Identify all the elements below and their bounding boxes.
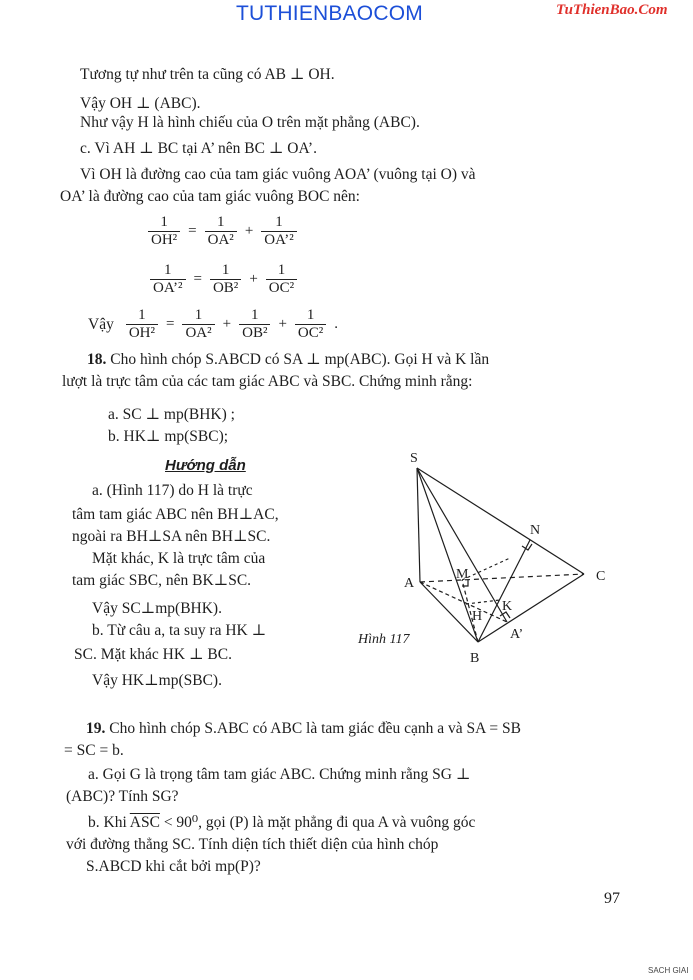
text-line: (ABC)? Tính SG? bbox=[66, 788, 179, 805]
edge-bc bbox=[478, 574, 584, 642]
label-s: S bbox=[410, 451, 418, 466]
text-line: c. Vì AH ⊥ BC tại A’ nên BC ⊥ OA’. bbox=[80, 140, 317, 157]
edge-sa bbox=[417, 468, 420, 582]
problem-18-line: 18. Cho hình chóp S.ABCD có SA ⊥ mp(ABC). Gọi H và K lần bbox=[87, 351, 490, 368]
page-number: 97 bbox=[604, 890, 620, 907]
text-line: tam giác SBC, nên BK⊥SC. bbox=[72, 572, 252, 589]
text-line: lượt là trực tâm của các tam giác ABC và SBC. Chứng minh rằng: bbox=[62, 373, 473, 390]
edge-ac bbox=[420, 574, 584, 582]
text-line: Vậy OH ⊥ (ABC). bbox=[80, 95, 201, 112]
site-stamp-logo: SACH GIAI bbox=[648, 966, 689, 975]
site-watermark-logo: TuThienBao.Com bbox=[556, 2, 668, 18]
problem-19-line: 19. Cho hình chóp S.ABC có ABC là tam giác đều cạnh a và SA = SB bbox=[86, 720, 521, 737]
text-line: a. Gọi G là trọng tâm tam giác ABC. Chứng minh rằng SG ⊥ bbox=[88, 766, 471, 783]
text-line: Vậy HK⊥mp(SBC). bbox=[92, 672, 222, 689]
label-c: C bbox=[596, 569, 606, 584]
equation-2: $\frac{1}{\text{OA’²}}$ = $\frac{1}{\text{OB²}}$ + $\frac{1}{\text{OC²}}$ bbox=[148, 262, 299, 297]
label-a: A bbox=[404, 576, 415, 591]
guide-heading: Hướng dẫn bbox=[165, 457, 246, 474]
text-line: SC. Mặt khác HK ⊥ BC. bbox=[74, 646, 232, 663]
text-line: Như vậy H là hình chiếu của O trên mặt phẳng (ABC). bbox=[80, 114, 420, 131]
text-line: a. SC ⊥ mp(BHK) ; bbox=[108, 406, 235, 423]
label-k: K bbox=[502, 599, 513, 614]
text-line: Vậy SC⊥mp(BHK). bbox=[92, 600, 222, 617]
text-line: S.ABCD khi cắt bởi mp(P)? bbox=[86, 858, 261, 875]
label-h: H bbox=[472, 609, 483, 624]
text-line: Vì OH là đường cao của tam giác vuông AOA’ (vuông tại O) và bbox=[80, 166, 476, 183]
text-line: a. (Hình 117) do H là trực bbox=[92, 482, 253, 499]
edge-sc bbox=[417, 468, 584, 574]
label-b: B bbox=[470, 651, 480, 666]
text-line: b. Từ câu a, ta suy ra HK ⊥ bbox=[92, 622, 267, 639]
text-line: OA’ là đường cao của tam giác vuông BOC nên: bbox=[60, 188, 360, 205]
equation-3: Vậy $\frac{1}{\text{OH²}}$ = $\frac{1}{\text{OA²}}$ + $\frac{1}{\text{OB²}}$ + $\frac{1}{\text{OC²}}$ . bbox=[88, 307, 339, 341]
figure-caption: Hình 117 bbox=[358, 632, 410, 647]
label-m: M bbox=[456, 567, 469, 582]
problem-19b-line: b. Khi $\overline{ASC} < 90^0$, gọi (P) là mặt phẳng đi qua A và vuông góc bbox=[88, 814, 476, 831]
edge-sb bbox=[417, 468, 478, 642]
label-n: N bbox=[530, 523, 541, 538]
text-line: ngoài ra BH⊥SA nên BH⊥SC. bbox=[72, 528, 271, 545]
label-a-prime: A’ bbox=[510, 627, 524, 642]
text-line: Tương tự như trên ta cũng có AB ⊥ OH. bbox=[80, 66, 335, 83]
angle-asc: $\overline{ASC}$ bbox=[129, 814, 160, 831]
text-line: b. HK⊥ mp(SBC); bbox=[108, 428, 229, 445]
text-line: = SC = b. bbox=[64, 742, 124, 759]
equation-1: $\frac{1}{\text{OH²}}$ = $\frac{1}{\text{OA²}}$ + $\frac{1}{\text{OA’²}}$ bbox=[146, 214, 299, 249]
problem-number: 19. bbox=[86, 720, 106, 737]
edge-ab bbox=[420, 582, 478, 642]
text-line: Mặt khác, K là trực tâm của bbox=[92, 550, 266, 567]
problem-number: 18. bbox=[87, 351, 107, 368]
segment-sa-prime bbox=[417, 468, 507, 622]
text-line: tâm tam giác ABC nên BH⊥AC, bbox=[72, 506, 279, 523]
text-line: với đường thẳng SC. Tính diện tích thiết diện của hình chóp bbox=[66, 836, 439, 853]
segment-mk bbox=[462, 558, 510, 580]
site-title: TUTHIENBAOCOM bbox=[236, 2, 423, 25]
